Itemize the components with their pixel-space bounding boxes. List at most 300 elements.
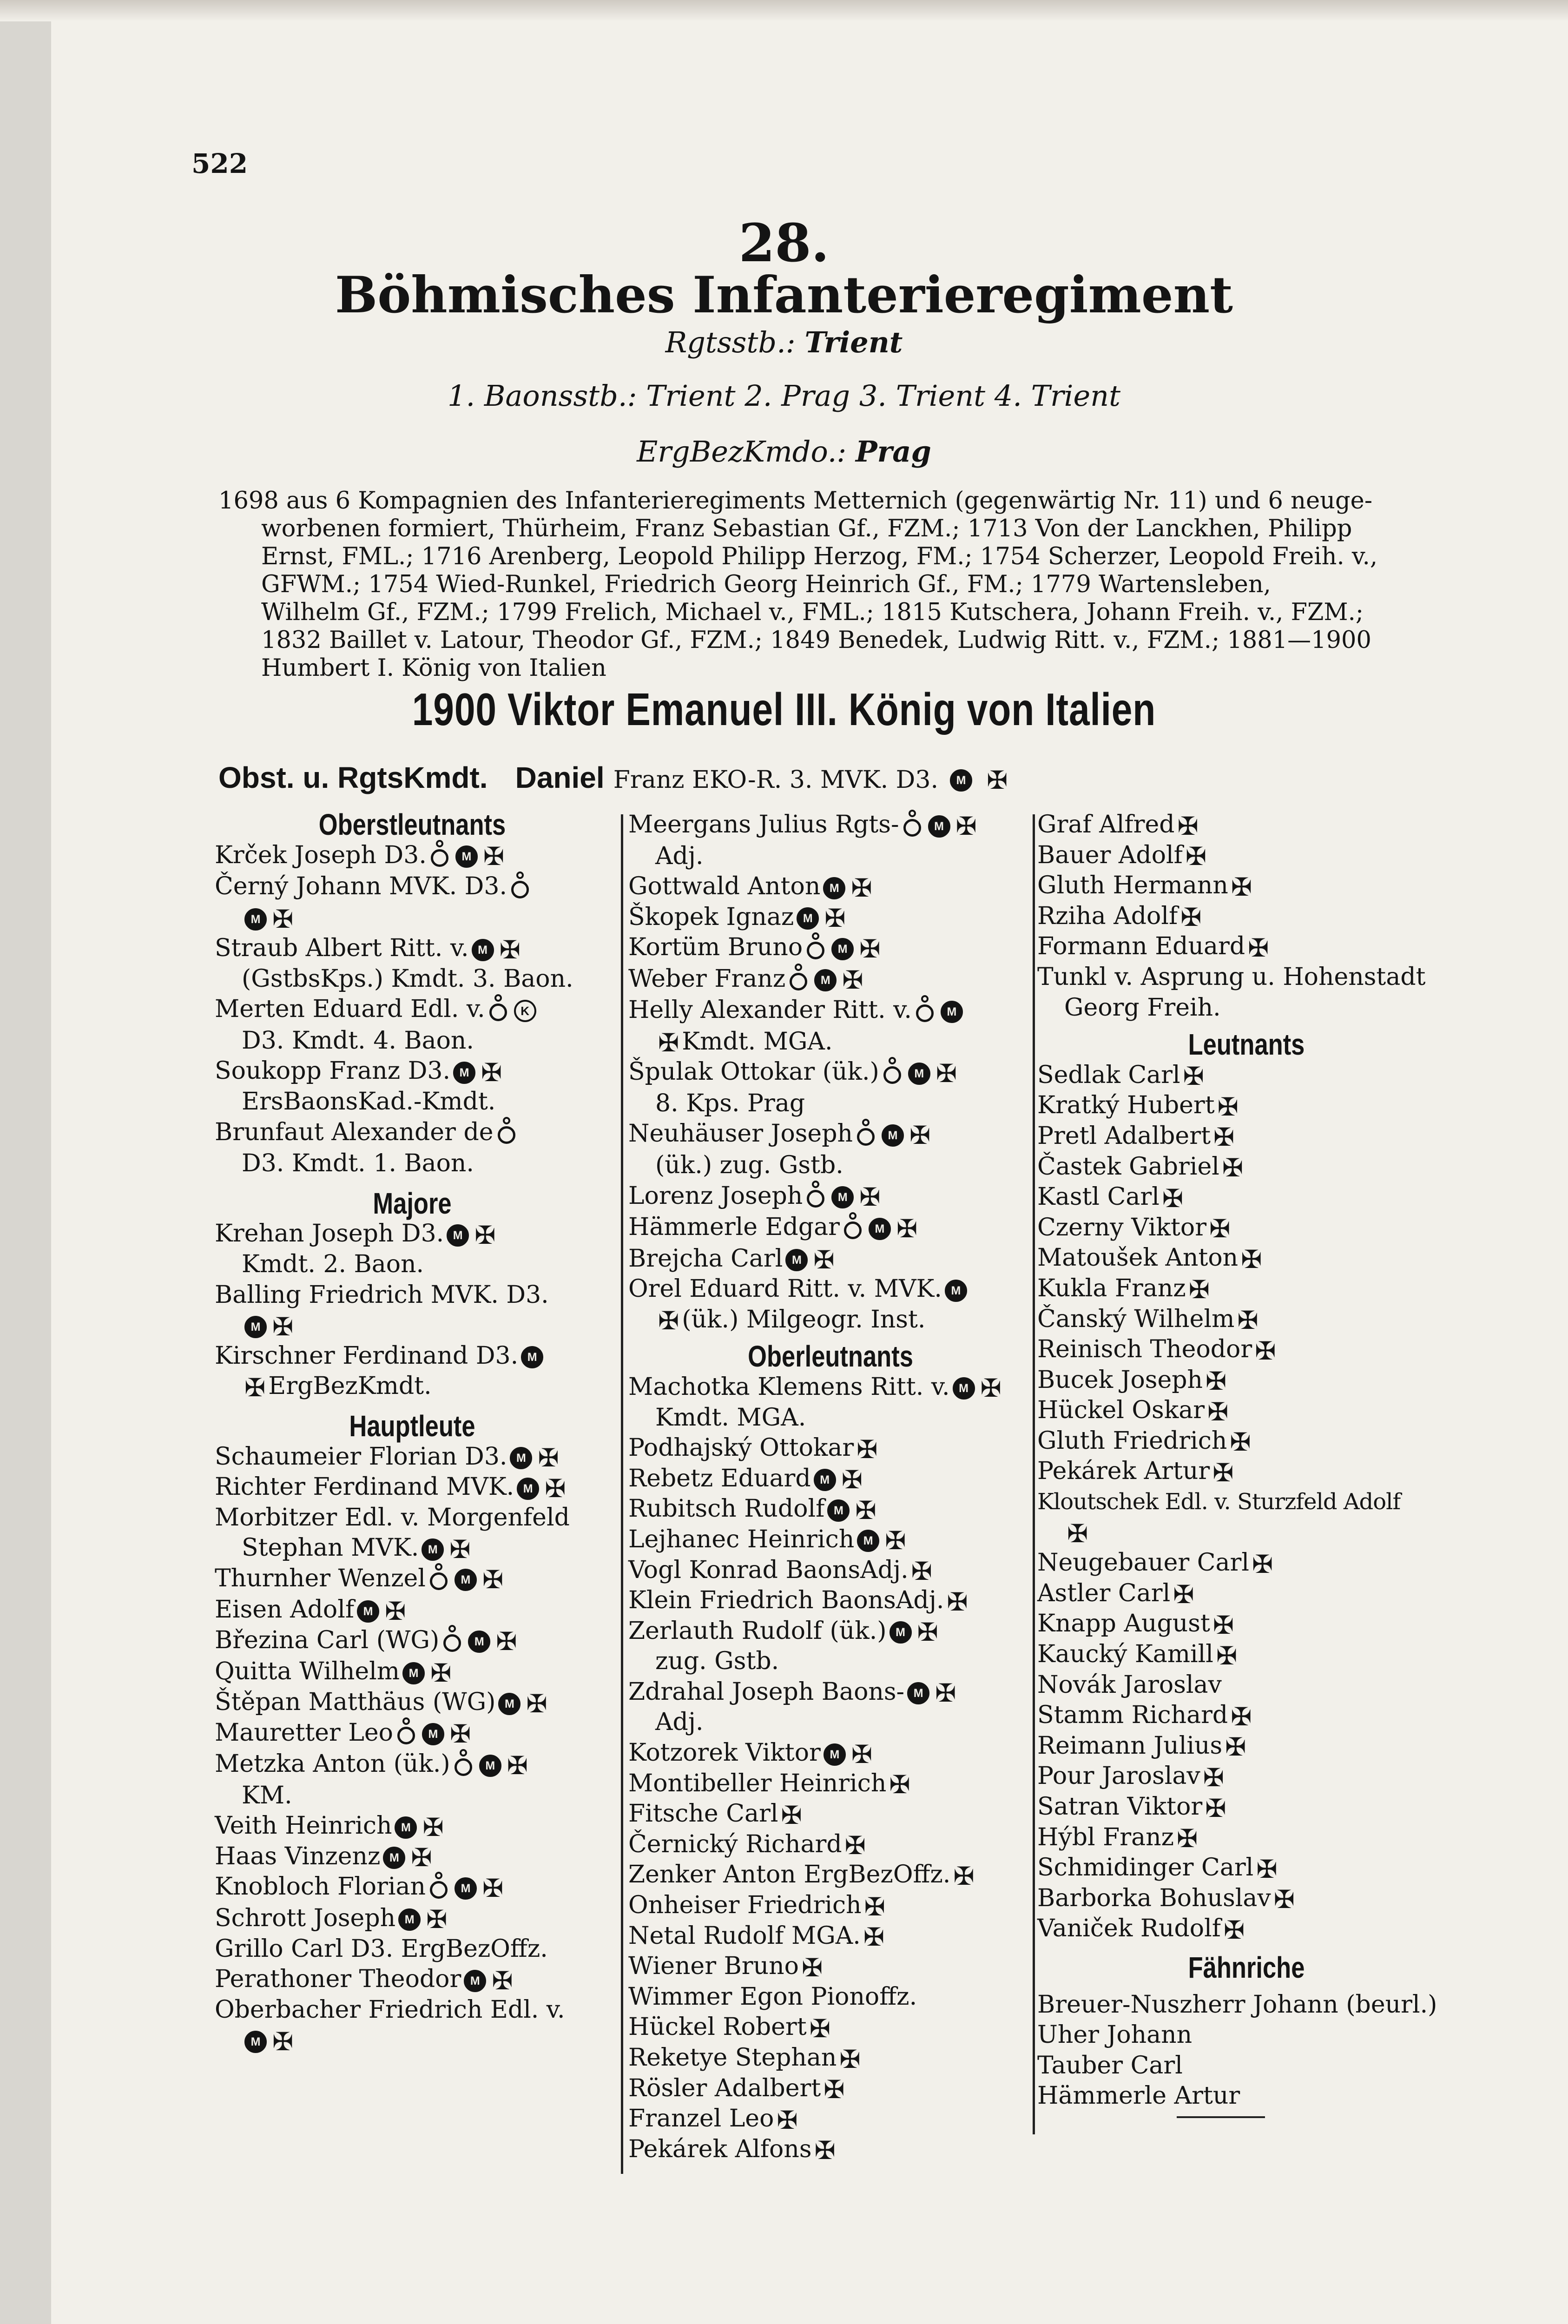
roster-entry <box>215 1219 610 1249</box>
roster-entry <box>1037 1304 1456 1335</box>
history-line: 1698 aus 6 Kompagnien des Infanterieregiments Metternich (gegenwärtig Nr. 11) und 6 neuge- <box>218 487 1373 515</box>
order-decoration-icon <box>429 840 450 870</box>
entry-text: (ük.) Milgeogr. Inst. <box>682 1305 926 1334</box>
entry-text: Haas Vinzenz <box>215 1842 381 1870</box>
military-merit-medal-icon: M <box>464 1970 486 1992</box>
roster-entry <box>628 995 1033 1027</box>
order-decoration-icon <box>805 932 826 962</box>
merit-cross-icon: ✠ <box>526 1689 547 1718</box>
entry-text: Vogl Konrad BaonsAdj. <box>628 1556 909 1584</box>
roster-entry <box>215 1371 610 1402</box>
roster-entry <box>628 1525 1033 1555</box>
merit-cross-icon: ✠ <box>953 1861 975 1891</box>
commander-rank: Obst. u. RgtsKmdt. <box>218 761 488 794</box>
merit-cross-icon: ✠ <box>658 1306 679 1336</box>
entry-text: Vaniček Rudolf <box>1037 1915 1221 1943</box>
roster-entry <box>215 1442 610 1472</box>
entry-text: Rziha Adolf <box>1037 902 1178 930</box>
military-merit-medal-icon: M <box>395 1816 417 1839</box>
regiment-number: 28. <box>738 213 830 274</box>
merit-cross-icon: ✠ <box>545 1473 566 1503</box>
roster-entry <box>215 1625 610 1657</box>
military-merit-medal-icon: M <box>472 939 494 961</box>
merit-cross-icon: ✠ <box>824 2075 845 2105</box>
merit-cross-icon: ✠ <box>909 1120 931 1150</box>
entry-text: Neuhäuser Joseph <box>628 1120 853 1148</box>
entry-text: Škopek Ignaz <box>628 903 794 931</box>
entry-text: Bucek Joseph <box>1037 1366 1203 1394</box>
roster-entry: Georg Freih. <box>1064 993 1221 1022</box>
roster-entry <box>628 2043 1033 2073</box>
roster-entry <box>628 1799 1033 1829</box>
merit-cross-icon: ✠ <box>1213 1122 1235 1152</box>
roster-entry <box>215 2025 610 2056</box>
entry-text: Hückel Oskar <box>1037 1396 1205 1425</box>
merit-cross-icon: ✠ <box>1177 811 1199 841</box>
section-heading: Oberleutnants <box>748 1340 913 1373</box>
battalions-line: 1. Baonsstb.: Trient 2. Prag 3. Trient 4. Trient <box>448 379 1120 413</box>
roster-entry <box>215 1657 610 1687</box>
merit-cross-icon: ✠ <box>814 2136 836 2166</box>
roster-entry <box>1037 1792 1456 1822</box>
roster-entry <box>628 1181 1033 1213</box>
k-medal-icon: K <box>514 1000 536 1022</box>
military-merit-medal-icon: M <box>468 1631 490 1653</box>
entry-text: Zerlauth Rudolf (ük.) <box>628 1617 887 1645</box>
entry-text: Sedlak Carl <box>1037 1061 1180 1089</box>
order-decoration-icon <box>856 1119 876 1149</box>
order-decoration-icon <box>843 1212 863 1242</box>
entry-text: Hýbl Franz <box>1037 1823 1174 1851</box>
entry-text: Soukopp Franz D3. <box>215 1057 450 1085</box>
merit-cross-icon: ✠ <box>824 904 846 933</box>
history-line: worbenen formiert, Thürheim, Franz Sebastian Gf., FZM.; 1713 Von der Lanckhen, Philipp <box>261 515 1352 542</box>
entry-text: Machotka Klemens Ritt. v. <box>628 1373 950 1401</box>
roster-entry <box>1037 901 1456 932</box>
roster-entry <box>628 932 1033 964</box>
merit-cross-icon: ✠ <box>1205 1793 1226 1823</box>
entry-text: Rubitsch Rudolf <box>628 1495 825 1523</box>
roster-entry <box>1037 1365 1456 1396</box>
military-merit-medal-icon: M <box>950 769 972 792</box>
entry-text: Špulak Ottokar (ük.) <box>628 1058 879 1086</box>
entry-text: Balling Friedrich MVK. D3. <box>215 1281 549 1309</box>
entry-text: Kmdt. MGA. <box>682 1027 833 1056</box>
merit-cross-icon: ✠ <box>777 2105 798 2135</box>
merit-cross-icon: ✠ <box>492 1966 513 1995</box>
entry-text: Schaumeier Florian D3. <box>215 1442 507 1471</box>
column-divider <box>1033 814 1035 2134</box>
end-rule <box>1177 2116 1265 2118</box>
roster-entry <box>1037 840 1456 871</box>
entry-text: Pekárek Artur <box>1037 1457 1210 1486</box>
roster-entry <box>628 2012 1033 2043</box>
merit-cross-icon: ✠ <box>1237 1306 1258 1335</box>
entry-text: Perathoner Theodor <box>215 1965 461 1994</box>
section-heading: Leutnants <box>1188 1028 1305 1062</box>
entry-text: Zdrahal Joseph Baons- <box>628 1677 905 1706</box>
military-merit-medal-icon: M <box>857 1530 879 1552</box>
entry-text: Rebetz Eduard <box>628 1464 811 1492</box>
roster-entry <box>215 1310 610 1341</box>
district-label: ErgBezKmdo.: <box>637 435 847 469</box>
roster-entry: Morbitzer Edl. v. Morgenfeld <box>215 1503 570 1532</box>
entry-text: Gluth Friedrich <box>1037 1426 1227 1455</box>
entry-text: Zenker Anton ErgBezOffz. <box>628 1861 951 1889</box>
merit-cross-icon: ✠ <box>1209 1214 1231 1244</box>
entry-text: Novák Jaroslav <box>1037 1670 1222 1699</box>
roster-entry <box>215 994 610 1026</box>
entry-text: Brejcha Carl <box>628 1244 783 1273</box>
roster-entry <box>1037 1731 1456 1762</box>
roster-entry <box>215 1903 610 1934</box>
roster-entry: Tunkl v. Asprung u. Hohenstadt <box>1037 963 1426 991</box>
order-decoration-icon <box>902 810 922 839</box>
order-decoration-icon <box>915 995 935 1025</box>
merit-cross-icon: ✠ <box>1180 903 1202 932</box>
entry-text: Čanský Wilhelm <box>1037 1305 1235 1333</box>
merit-cross-icon: ✠ <box>272 2027 294 2056</box>
entry-text: Pour Jaroslav <box>1037 1762 1200 1790</box>
roster-entry <box>1037 1548 1456 1578</box>
entry-text: Březina Carl (WG) <box>215 1626 440 1654</box>
merit-cross-icon: ✠ <box>1230 1427 1251 1457</box>
roster-entry <box>628 810 1033 841</box>
merit-cross-icon: ✠ <box>482 1565 504 1595</box>
merit-cross-icon: ✠ <box>1248 933 1269 963</box>
history-line: Ernst, FML.; 1716 Arenberg, Leopold Philipp Herzog, FM.; 1754 Scherzer, Leopold Freih. v., <box>261 543 1378 570</box>
entry-text: Hückel Robert <box>628 2013 807 2041</box>
regiment-commander <box>218 760 1010 795</box>
roster-entry <box>215 840 610 872</box>
roster-entry <box>1037 1670 1456 1701</box>
roster-entry <box>215 903 610 934</box>
entry-text: Grillo Carl D3. ErgBezOffz. <box>215 1934 548 1963</box>
entry-text: Netal Rudolf MGA. <box>628 1921 861 1950</box>
entry-text: Krček Joseph D3. <box>215 841 427 869</box>
roster-entry <box>1037 1518 1456 1548</box>
military-merit-medal-icon: M <box>357 1600 379 1623</box>
entry-text: Helly Alexander Ritt. v. <box>628 996 912 1024</box>
roster-entry: Adj. <box>655 1708 704 1736</box>
military-merit-medal-icon: M <box>941 1001 963 1023</box>
entry-text: Matoušek Anton <box>1037 1244 1239 1272</box>
entry-text: Gottwald Anton <box>628 872 821 901</box>
merit-cross-icon: ✠ <box>839 2044 861 2074</box>
merit-cross-icon: ✠ <box>864 1892 885 1921</box>
roster-entry: Tauber Carl <box>1037 2051 1183 2080</box>
page-top-edge <box>0 0 1568 21</box>
military-merit-medal-icon: M <box>953 1377 975 1400</box>
history-line: GFWM.; 1754 Wied-Runkel, Friedrich Georg Heinrich Gf., FM.; 1779 Wartensleben, <box>261 571 1271 598</box>
staff-line <box>0 325 1568 359</box>
entry-text: Weber Franz <box>628 964 786 993</box>
roster-entry <box>628 2104 1033 2134</box>
entry-text: Schrott Joseph <box>215 1904 396 1932</box>
section-heading: Oberstleutnants <box>318 808 506 841</box>
regiment-history <box>218 487 1420 682</box>
military-merit-medal-icon: M <box>244 2031 267 2053</box>
roster-entry <box>1037 1152 1456 1182</box>
merit-cross-icon: ✠ <box>1206 1367 1227 1396</box>
merit-cross-icon: ✠ <box>1067 1519 1088 1549</box>
merit-cross-icon: ✠ <box>844 1831 866 1861</box>
roster-entry <box>1037 871 1456 901</box>
military-merit-medal-icon: M <box>455 845 478 868</box>
roster-entry <box>628 1274 1033 1305</box>
merit-cross-icon: ✠ <box>1256 1854 1278 1884</box>
military-merit-medal-icon: M <box>510 1447 532 1469</box>
entry-text: Kukla Franz <box>1037 1274 1186 1302</box>
entry-text: Barborka Bohuslav <box>1037 1884 1271 1912</box>
entry-text: Klein Friedrich BaonsAdj. <box>628 1586 944 1615</box>
military-merit-medal-icon: M <box>907 1682 929 1704</box>
roster-entry <box>628 1305 1033 1335</box>
merit-cross-icon: ✠ <box>1177 1824 1198 1854</box>
merit-cross-icon: ✠ <box>1188 1275 1210 1305</box>
merit-cross-icon: ✠ <box>1207 1397 1229 1426</box>
roster-entry: Oberbacher Friedrich Edl. v. <box>215 1995 565 2024</box>
entry-text: Častek Gabriel <box>1037 1152 1219 1181</box>
roster-entry <box>628 872 1033 902</box>
order-decoration-icon <box>453 1749 474 1779</box>
entry-text: Krehan Joseph D3. <box>215 1220 444 1248</box>
entry-text: Straub Albert Ritt. v. <box>215 934 469 963</box>
entry-text: ErgBezKmdt. <box>268 1372 432 1400</box>
roster-entry <box>628 1860 1033 1890</box>
entry-text: Satran Viktor <box>1037 1793 1203 1821</box>
roster-entry <box>215 933 610 964</box>
military-merit-medal-icon: M <box>869 1218 891 1240</box>
roster-entry: (GstbsKps.) Kmdt. 3. Baon. <box>242 964 573 993</box>
entry-text: Brunfaut Alexander de <box>215 1118 494 1146</box>
roster-entry <box>1037 1578 1456 1609</box>
merit-cross-icon: ✠ <box>1185 842 1207 872</box>
roster-entry <box>215 1595 610 1625</box>
district-line <box>0 435 1568 469</box>
military-merit-medal-icon: M <box>244 908 267 931</box>
merit-cross-icon: ✠ <box>1273 1885 1295 1915</box>
merit-cross-icon: ✠ <box>813 1245 835 1275</box>
merit-cross-icon: ✠ <box>1216 1641 1238 1670</box>
roster-entry <box>215 1687 610 1718</box>
military-merit-medal-icon: M <box>244 1316 267 1338</box>
entry-text: Franzel Leo <box>628 2105 774 2133</box>
merit-cross-icon: ✠ <box>272 1312 294 1341</box>
roster-entry: 8. Kps. Prag <box>655 1089 805 1117</box>
merit-cross-icon: ✠ <box>483 842 505 872</box>
roster-entry <box>628 1494 1033 1525</box>
entry-text: Quitta Wilhelm <box>215 1657 400 1686</box>
roster-entry: Kmdt. 2. Baon. <box>242 1250 424 1278</box>
column-divider <box>621 814 623 2174</box>
entry-text: Pekárek Alfons <box>628 2135 812 2163</box>
entry-text: Merten Eduard Edl. v. <box>215 995 485 1023</box>
roster-entry <box>215 1749 610 1781</box>
entry-text: Graf Alfred <box>1037 811 1175 838</box>
merit-cross-icon: ✠ <box>1183 1062 1204 1091</box>
merit-cross-icon: ✠ <box>851 873 872 903</box>
section-heading: Hauptleute <box>349 1409 475 1443</box>
entry-text: Fitsche Carl <box>628 1800 778 1828</box>
merit-cross-icon: ✠ <box>911 1557 932 1586</box>
roster-entry <box>1037 1883 1456 1914</box>
merit-cross-icon: ✠ <box>1223 1915 1245 1945</box>
military-merit-medal-icon: M <box>797 907 819 930</box>
order-decoration-icon <box>396 1717 416 1747</box>
entry-text: Lejhanec Heinrich <box>628 1525 855 1553</box>
merit-cross-icon: ✠ <box>936 1058 957 1088</box>
roster-entry <box>215 1117 610 1149</box>
roster-entry <box>1037 1274 1456 1304</box>
entry-text: Bauer Adolf <box>1037 841 1183 869</box>
roster-entry: Hämmerle Artur <box>1037 2082 1240 2110</box>
entry-text: Stamm Richard <box>1037 1701 1228 1730</box>
entry-text: Czerny Viktor <box>1037 1213 1207 1241</box>
merit-cross-icon: ✠ <box>917 1618 938 1647</box>
roster-entry <box>628 1057 1033 1089</box>
merit-cross-icon: ✠ <box>474 1220 496 1250</box>
entry-text: Montibeller Heinrich <box>628 1769 887 1797</box>
roster-entry <box>628 1027 1033 1057</box>
roster-entry <box>215 1964 610 1995</box>
entry-text: Eisen Adolf <box>215 1596 355 1624</box>
merit-cross-icon: ✠ <box>411 1843 432 1873</box>
roster-entry <box>215 1056 610 1087</box>
entry-text: Orel Eduard Ritt. v. MVK. <box>628 1275 942 1303</box>
roster-entry <box>628 1464 1033 1494</box>
roster-entry: (ük.) zug. Gstb. <box>655 1151 843 1179</box>
military-merit-medal-icon: M <box>814 969 837 991</box>
roster-entry <box>1037 1456 1456 1487</box>
regiment-name: Böhmisches Infanterieregiment <box>335 266 1233 324</box>
roster-entry <box>1037 1914 1456 1944</box>
order-decoration-icon <box>428 1563 449 1593</box>
merit-cross-icon: ✠ <box>859 934 881 964</box>
roster-entry <box>628 1921 1033 1952</box>
merit-cross-icon: ✠ <box>781 1800 802 1830</box>
entry-text: Astler Carl <box>1037 1579 1171 1607</box>
order-decoration-icon <box>488 994 508 1024</box>
roster-entry <box>628 1585 1033 1616</box>
roster-entry: Adj. <box>655 842 704 870</box>
merit-cross-icon: ✠ <box>855 1495 876 1525</box>
entry-text: D3. Kmdt. 4. Baon. <box>242 1026 474 1055</box>
order-decoration-icon <box>428 1872 449 1901</box>
commander-surname: Daniel <box>515 761 605 794</box>
military-merit-medal-icon: M <box>383 1847 405 1869</box>
merit-cross-icon: ✠ <box>496 1627 517 1657</box>
military-merit-medal-icon: M <box>398 1908 421 1931</box>
merit-cross-icon: ✠ <box>1173 1580 1194 1610</box>
entry-text: Kastl Carl <box>1037 1183 1160 1211</box>
roster-entry <box>1037 1243 1456 1274</box>
roster-entry <box>1037 1822 1456 1853</box>
merit-cross-icon: ✠ <box>955 811 977 841</box>
merit-cross-icon: ✠ <box>841 1465 863 1495</box>
roster-entry: Breuer-Nuszherr Johann (beurl.) <box>1037 1990 1437 2019</box>
merit-cross-icon: ✠ <box>1231 872 1252 902</box>
roster-entry <box>215 1718 610 1750</box>
roster-entry <box>1037 1334 1456 1365</box>
merit-cross-icon: ✠ <box>896 1214 918 1243</box>
roster-entry <box>628 1951 1033 1982</box>
military-merit-medal-icon: M <box>455 1569 477 1591</box>
military-merit-medal-icon: M <box>908 1063 930 1085</box>
military-merit-medal-icon: M <box>453 1062 475 1084</box>
military-merit-medal-icon: M <box>831 1186 854 1208</box>
roster-entry <box>1037 1426 1456 1457</box>
roster-entry: KM. <box>242 1781 292 1809</box>
order-decoration-icon <box>882 1057 903 1087</box>
merit-cross-icon: ✠ <box>449 1534 471 1564</box>
merit-cross-icon: ✠ <box>863 1922 885 1952</box>
history-line: Humbert I. König von Italien <box>261 654 606 682</box>
entry-text: Podhajský Ottokar <box>628 1434 854 1462</box>
entry-text: Mauretter Leo <box>215 1718 393 1747</box>
roster-entry <box>1037 1213 1456 1243</box>
merit-cross-icon: ✠ <box>935 1678 956 1708</box>
entry-text: Formann Eduard <box>1037 932 1245 961</box>
entry-text: Kaucký Kamill <box>1037 1640 1213 1669</box>
roster-entry <box>628 1769 1033 1799</box>
roster-entry <box>215 1026 610 1056</box>
merit-cross-icon: ✠ <box>859 1182 881 1212</box>
roster-entry <box>628 1212 1033 1244</box>
entry-text: Reketye Stephan <box>628 2044 837 2072</box>
roster-entry <box>215 1564 610 1595</box>
merit-cross-icon: ✠ <box>422 1812 444 1842</box>
entry-text: Gluth Hermann <box>1037 872 1228 900</box>
military-merit-medal-icon: M <box>824 1743 846 1766</box>
military-merit-medal-icon: M <box>455 1877 477 1900</box>
roster-entry <box>628 1616 1033 1647</box>
merit-cross-icon: ✠ <box>1217 1092 1239 1122</box>
history-line: 1832 Baillet v. Latour, Theodor Gf., FZM.; 1849 Benedek, Ludwig Ritt. v., FZM.; 1881—1900 <box>261 627 1371 654</box>
roster-entry <box>1037 1395 1456 1426</box>
staff-label: Rgtsstb.: <box>665 325 796 359</box>
entry-text: Onheiser Friedrich <box>628 1891 862 1920</box>
roster-entry <box>1037 1182 1456 1213</box>
entry-text: Černý Johann MVK. D3. <box>215 872 507 901</box>
roster-entry: Uher Johann <box>1037 2021 1192 2049</box>
roster-entry: Kmdt. MGA. <box>655 1403 806 1432</box>
merit-cross-icon: ✠ <box>842 965 863 995</box>
military-merit-medal-icon: M <box>422 1723 444 1745</box>
roster-entry <box>628 1890 1033 1921</box>
section-heading: Fähnriche <box>1188 1950 1305 1984</box>
entry-text: Kratký Hubert <box>1037 1091 1215 1120</box>
merit-cross-icon: ✠ <box>538 1443 559 1472</box>
merit-cross-icon: ✠ <box>1231 1702 1252 1731</box>
merit-cross-icon: ✠ <box>801 1953 823 1982</box>
entry-text: Knapp August <box>1037 1610 1210 1638</box>
roster-entry <box>628 1677 1033 1708</box>
roster-entry <box>215 1149 610 1179</box>
merit-cross-icon: ✠ <box>980 1373 1001 1403</box>
roster-entry <box>628 1433 1033 1464</box>
roster-entry <box>628 1372 1033 1403</box>
commander-details: Franz EKO-R. 3. MVK. D3. <box>613 766 938 794</box>
roster-entry <box>1037 1060 1456 1091</box>
entry-text: Meergans Julius Rgts- <box>628 811 899 838</box>
column-1 <box>215 810 610 2056</box>
military-merit-medal-icon: M <box>521 1346 543 1368</box>
roster-entry <box>1037 810 1456 840</box>
roster-entry: zug. Gstb. <box>655 1647 779 1676</box>
entry-text: Černický Richard <box>628 1830 842 1858</box>
roster-entry <box>1037 1090 1456 1121</box>
